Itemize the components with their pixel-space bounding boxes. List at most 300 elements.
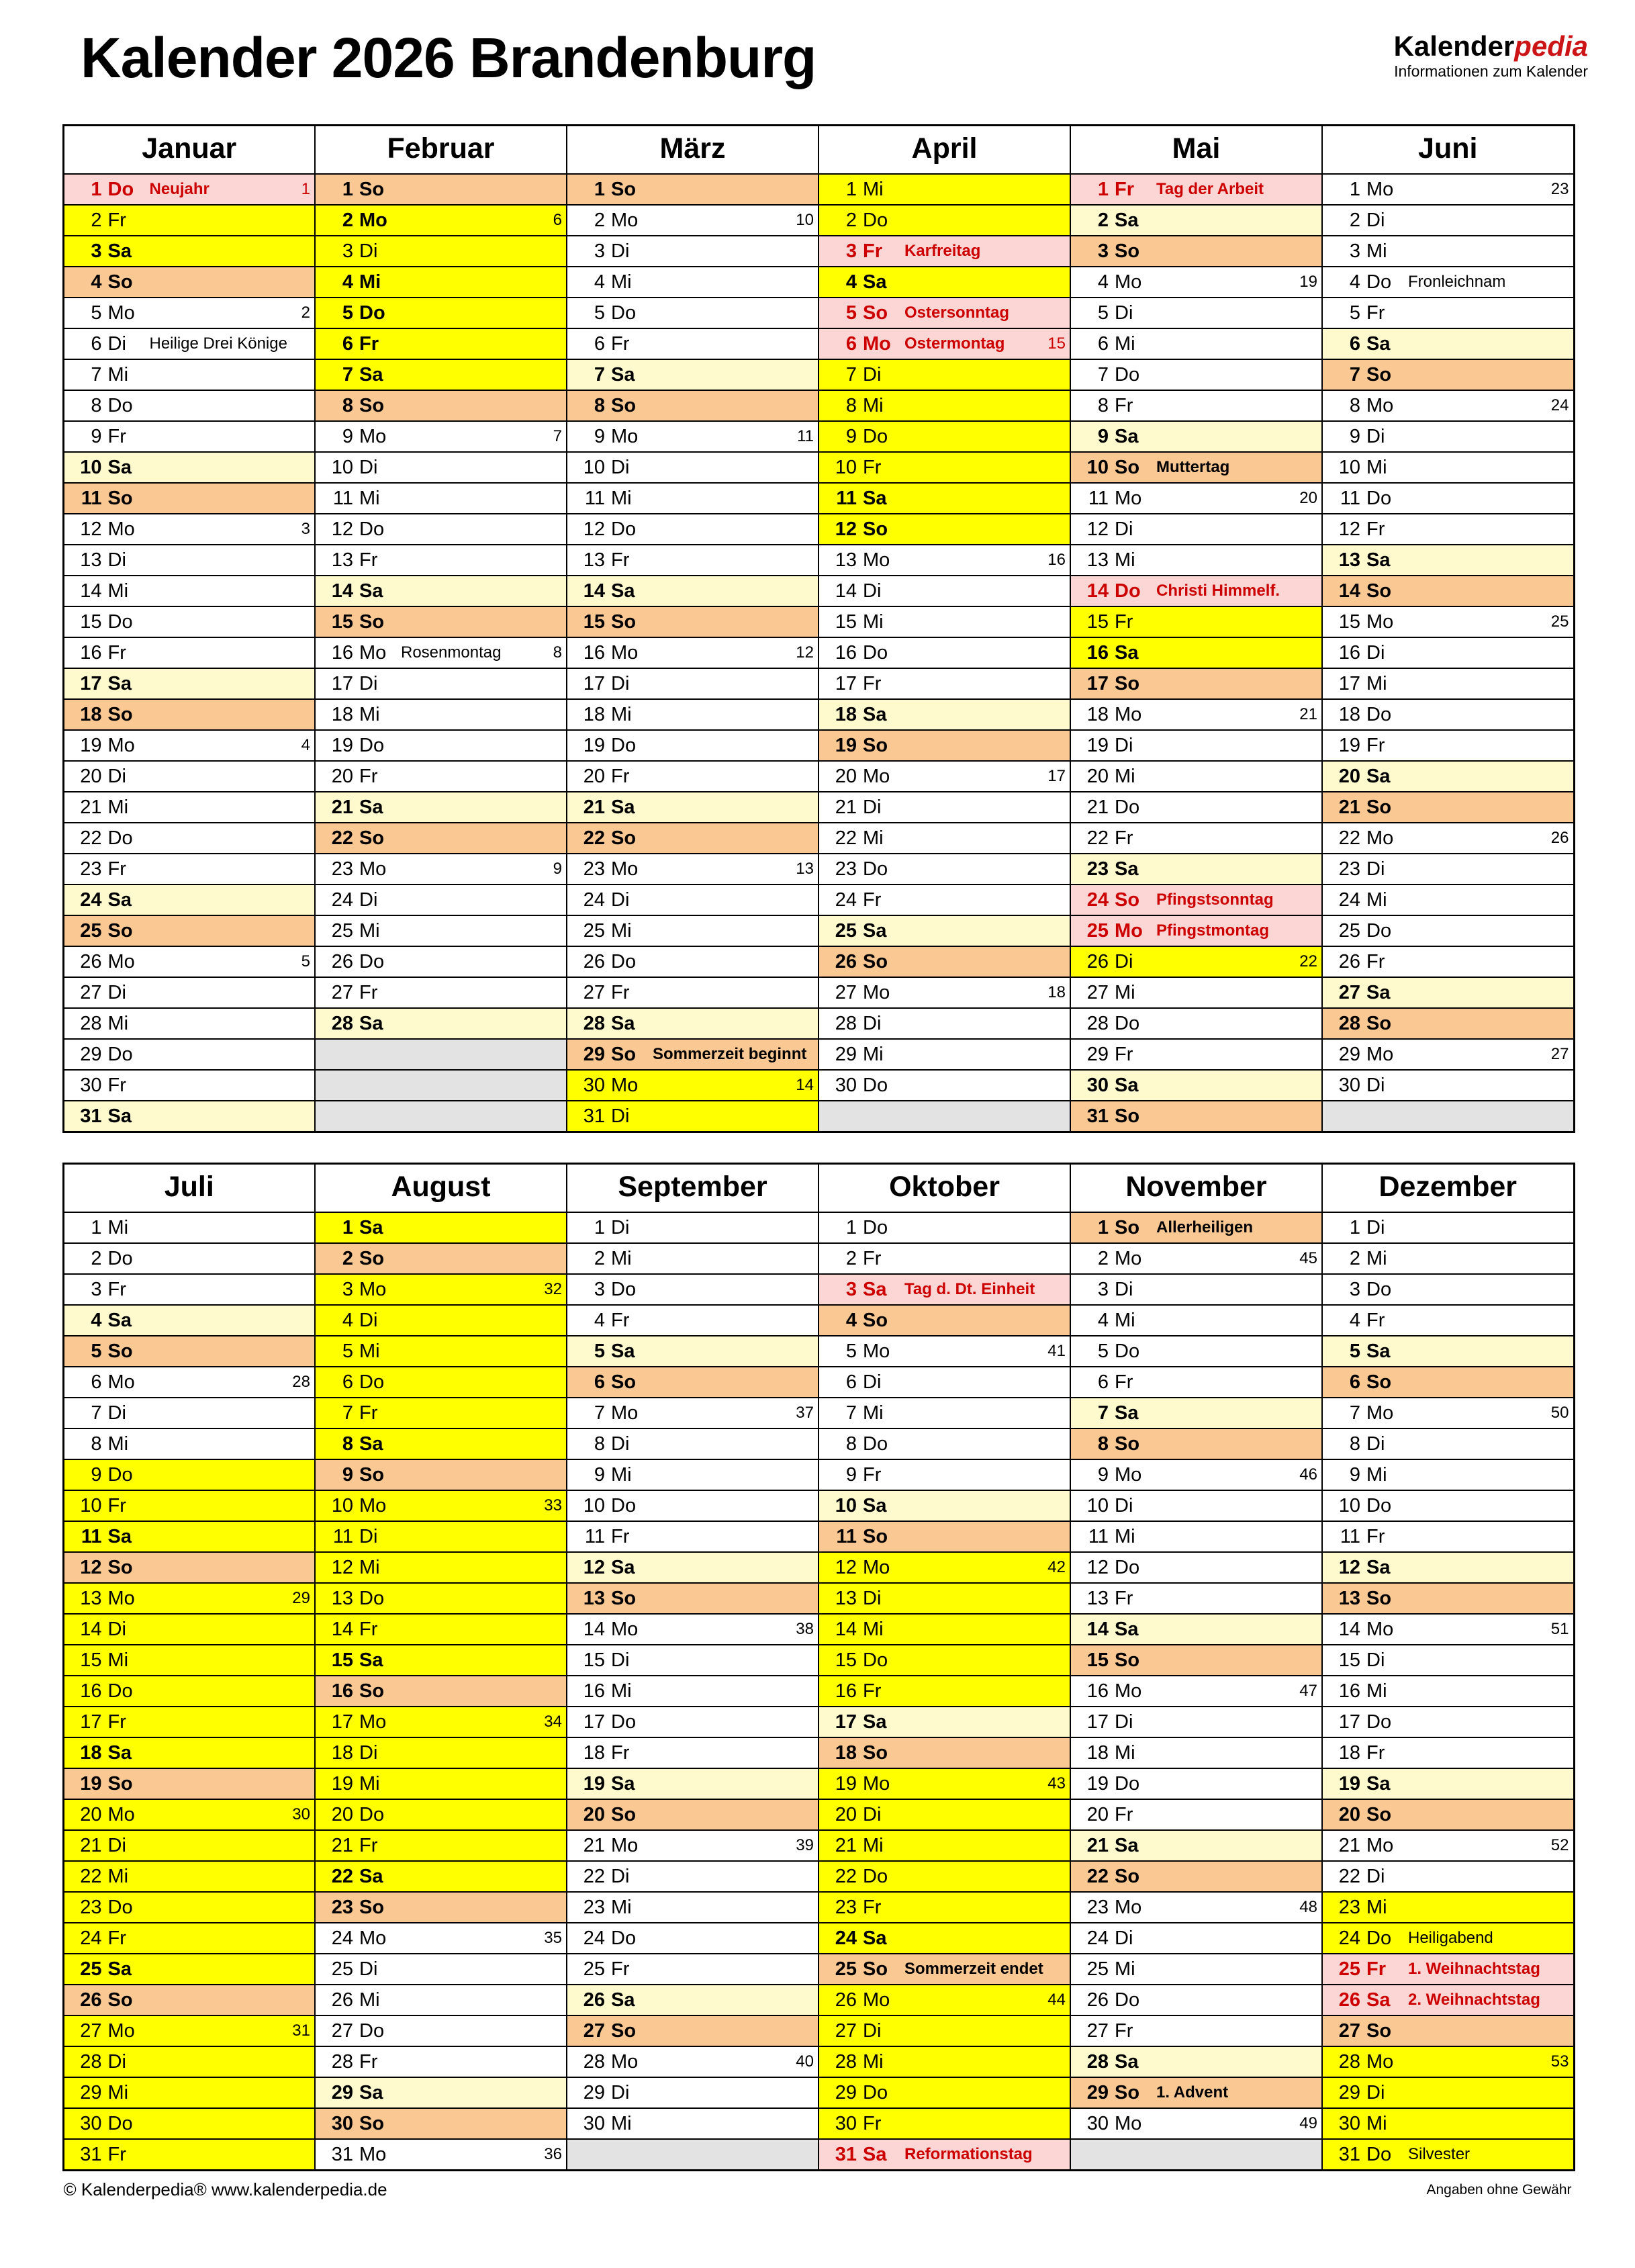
day-cell[interactable] [63, 1676, 315, 1707]
day-cell[interactable] [315, 1892, 567, 1923]
day-cell[interactable] [819, 1428, 1070, 1459]
day-cell[interactable] [1322, 205, 1574, 236]
day-cell[interactable] [819, 452, 1070, 483]
day-cell[interactable] [63, 1830, 315, 1861]
day-cell[interactable] [315, 2139, 567, 2171]
day-cell[interactable] [1322, 1212, 1574, 1243]
day-cell[interactable] [819, 2108, 1070, 2139]
day-cell[interactable] [819, 977, 1070, 1008]
day-cell[interactable] [1322, 545, 1574, 576]
day-cell[interactable] [63, 174, 315, 205]
day-cell[interactable] [1070, 946, 1322, 977]
day-cell[interactable] [1322, 267, 1574, 298]
day-cell[interactable] [63, 1459, 315, 1490]
day-cell[interactable] [315, 1398, 567, 1428]
day-cell[interactable] [1070, 1552, 1322, 1583]
day-cell[interactable] [315, 1768, 567, 1799]
day-cell[interactable] [819, 699, 1070, 730]
day-cell[interactable] [819, 606, 1070, 637]
day-cell[interactable] [567, 452, 819, 483]
day-cell[interactable] [315, 2015, 567, 2046]
day-cell[interactable] [315, 761, 567, 792]
day-cell[interactable] [1322, 637, 1574, 668]
day-cell[interactable] [315, 390, 567, 421]
day-cell[interactable] [63, 267, 315, 298]
day-cell[interactable] [1322, 915, 1574, 946]
day-cell[interactable] [1070, 1459, 1322, 1490]
day-cell[interactable] [63, 1101, 315, 1132]
day-cell[interactable] [567, 328, 819, 359]
day-cell[interactable] [819, 792, 1070, 823]
day-cell[interactable] [567, 1101, 819, 1132]
day-cell[interactable] [819, 1737, 1070, 1768]
day-cell[interactable] [567, 1552, 819, 1583]
day-cell[interactable] [63, 545, 315, 576]
day-cell[interactable] [819, 2046, 1070, 2077]
day-cell[interactable] [315, 1336, 567, 1367]
day-cell[interactable] [1070, 1985, 1322, 2015]
day-cell[interactable] [819, 205, 1070, 236]
day-cell[interactable] [567, 1614, 819, 1645]
day-cell[interactable] [63, 2015, 315, 2046]
day-cell[interactable] [1070, 1428, 1322, 1459]
day-cell[interactable] [315, 1861, 567, 1892]
day-cell[interactable] [567, 946, 819, 977]
day-cell[interactable] [1322, 1645, 1574, 1676]
day-cell[interactable] [1070, 637, 1322, 668]
day-cell[interactable] [819, 1707, 1070, 1737]
day-cell[interactable] [63, 1737, 315, 1768]
day-cell[interactable] [567, 1830, 819, 1861]
day-cell[interactable] [315, 2077, 567, 2108]
day-cell[interactable] [315, 730, 567, 761]
day-cell[interactable] [567, 1768, 819, 1799]
day-cell[interactable] [315, 1008, 567, 1039]
day-cell[interactable] [567, 915, 819, 946]
day-cell[interactable] [819, 1243, 1070, 1274]
day-cell[interactable] [315, 545, 567, 576]
day-cell[interactable] [819, 823, 1070, 854]
day-cell[interactable] [63, 1428, 315, 1459]
day-cell[interactable] [1070, 1008, 1322, 1039]
day-cell[interactable] [819, 1645, 1070, 1676]
day-cell[interactable] [1070, 298, 1322, 328]
day-cell[interactable] [1322, 1039, 1574, 1070]
day-cell[interactable] [315, 606, 567, 637]
day-cell[interactable] [819, 1830, 1070, 1861]
day-cell[interactable] [1070, 1799, 1322, 1830]
day-cell[interactable] [567, 2077, 819, 2108]
day-cell[interactable] [1322, 1336, 1574, 1367]
day-cell[interactable] [1322, 1490, 1574, 1521]
day-cell[interactable] [1322, 761, 1574, 792]
day-cell[interactable] [819, 761, 1070, 792]
day-cell[interactable] [1322, 236, 1574, 267]
day-cell[interactable] [567, 1070, 819, 1101]
day-cell[interactable] [63, 1954, 315, 1985]
day-cell[interactable] [1070, 761, 1322, 792]
day-cell[interactable] [63, 637, 315, 668]
day-cell[interactable] [1322, 668, 1574, 699]
day-cell[interactable] [1070, 390, 1322, 421]
day-cell[interactable] [1070, 205, 1322, 236]
day-cell[interactable] [63, 915, 315, 946]
day-cell[interactable] [567, 514, 819, 545]
day-cell[interactable] [567, 359, 819, 390]
day-cell[interactable] [1070, 2046, 1322, 2077]
day-cell[interactable] [567, 1274, 819, 1305]
day-cell[interactable] [567, 298, 819, 328]
day-cell[interactable] [1322, 730, 1574, 761]
day-cell[interactable] [567, 1645, 819, 1676]
day-cell[interactable] [567, 606, 819, 637]
day-cell[interactable] [63, 514, 315, 545]
day-cell[interactable] [63, 1212, 315, 1243]
day-cell[interactable] [1070, 2077, 1322, 2108]
day-cell[interactable] [315, 1676, 567, 1707]
day-cell[interactable] [63, 2108, 315, 2139]
day-cell[interactable] [63, 1070, 315, 1101]
day-cell[interactable] [567, 267, 819, 298]
day-cell[interactable] [1070, 915, 1322, 946]
day-cell[interactable] [63, 359, 315, 390]
day-cell[interactable] [567, 1799, 819, 1830]
day-cell[interactable] [315, 1428, 567, 1459]
day-cell[interactable] [567, 1398, 819, 1428]
day-cell[interactable] [63, 1243, 315, 1274]
day-cell[interactable] [63, 1768, 315, 1799]
day-cell[interactable] [1322, 1008, 1574, 1039]
day-cell[interactable] [1322, 854, 1574, 884]
day-cell[interactable] [567, 1305, 819, 1336]
day-cell[interactable] [819, 1552, 1070, 1583]
day-cell[interactable] [315, 699, 567, 730]
day-cell[interactable] [1322, 1070, 1574, 1101]
day-cell[interactable] [819, 1039, 1070, 1070]
day-cell[interactable] [315, 823, 567, 854]
day-cell[interactable] [315, 576, 567, 606]
day-cell[interactable] [63, 328, 315, 359]
day-cell[interactable] [1070, 1583, 1322, 1614]
day-cell[interactable] [315, 1985, 567, 2015]
day-cell[interactable] [1070, 236, 1322, 267]
day-cell[interactable] [1070, 1305, 1322, 1336]
day-cell[interactable] [567, 854, 819, 884]
day-cell[interactable] [567, 2046, 819, 2077]
day-cell[interactable] [567, 1243, 819, 1274]
day-cell[interactable] [819, 514, 1070, 545]
day-cell[interactable] [819, 236, 1070, 267]
day-cell[interactable] [819, 1861, 1070, 1892]
day-cell[interactable] [567, 1008, 819, 1039]
day-cell[interactable] [1070, 1490, 1322, 1521]
day-cell[interactable] [315, 884, 567, 915]
day-cell[interactable] [819, 421, 1070, 452]
day-cell[interactable] [63, 1039, 315, 1070]
day-cell[interactable] [315, 1923, 567, 1954]
day-cell[interactable] [1070, 1521, 1322, 1552]
day-cell[interactable] [63, 1490, 315, 1521]
day-cell[interactable] [819, 637, 1070, 668]
day-cell[interactable] [315, 236, 567, 267]
day-cell[interactable] [567, 1954, 819, 1985]
day-cell[interactable] [819, 576, 1070, 606]
day-cell[interactable] [1070, 174, 1322, 205]
day-cell[interactable] [315, 1737, 567, 1768]
day-cell[interactable] [567, 421, 819, 452]
day-cell[interactable] [1322, 699, 1574, 730]
day-cell[interactable] [315, 915, 567, 946]
day-cell[interactable] [1070, 1923, 1322, 1954]
day-cell[interactable] [567, 1737, 819, 1768]
day-cell[interactable] [315, 668, 567, 699]
day-cell[interactable] [63, 854, 315, 884]
day-cell[interactable] [819, 1490, 1070, 1521]
day-cell[interactable] [1070, 1039, 1322, 1070]
day-cell[interactable] [819, 1070, 1070, 1101]
day-cell[interactable] [1322, 1861, 1574, 1892]
day-cell[interactable] [1070, 792, 1322, 823]
day-cell[interactable] [567, 792, 819, 823]
day-cell[interactable] [63, 1892, 315, 1923]
day-cell[interactable] [63, 452, 315, 483]
day-cell[interactable] [63, 668, 315, 699]
day-cell[interactable] [819, 668, 1070, 699]
day-cell[interactable] [1322, 2077, 1574, 2108]
day-cell[interactable] [315, 1799, 567, 1830]
day-cell[interactable] [1322, 483, 1574, 514]
day-cell[interactable] [819, 1305, 1070, 1336]
day-cell[interactable] [567, 1861, 819, 1892]
day-cell[interactable] [1070, 1768, 1322, 1799]
day-cell[interactable] [1322, 452, 1574, 483]
day-cell[interactable] [819, 483, 1070, 514]
day-cell[interactable] [1322, 328, 1574, 359]
day-cell[interactable] [567, 977, 819, 1008]
day-cell[interactable] [819, 1212, 1070, 1243]
day-cell[interactable] [1322, 1707, 1574, 1737]
day-cell[interactable] [567, 884, 819, 915]
day-cell[interactable] [567, 174, 819, 205]
day-cell[interactable] [567, 205, 819, 236]
day-cell[interactable] [63, 205, 315, 236]
day-cell[interactable] [1322, 421, 1574, 452]
day-cell[interactable] [567, 761, 819, 792]
day-cell[interactable] [819, 1768, 1070, 1799]
day-cell[interactable] [1322, 1521, 1574, 1552]
day-cell[interactable] [819, 359, 1070, 390]
day-cell[interactable] [567, 2015, 819, 2046]
day-cell[interactable] [567, 483, 819, 514]
day-cell[interactable] [819, 884, 1070, 915]
day-cell[interactable] [1070, 823, 1322, 854]
day-cell[interactable] [819, 1923, 1070, 1954]
day-cell[interactable] [315, 298, 567, 328]
day-cell[interactable] [1070, 1676, 1322, 1707]
day-cell[interactable] [1070, 606, 1322, 637]
day-cell[interactable] [1322, 1954, 1574, 1985]
day-cell[interactable] [63, 1552, 315, 1583]
day-cell[interactable] [567, 1676, 819, 1707]
day-cell[interactable] [315, 421, 567, 452]
day-cell[interactable] [819, 1614, 1070, 1645]
day-cell[interactable] [567, 545, 819, 576]
day-cell[interactable] [1070, 452, 1322, 483]
day-cell[interactable] [1322, 359, 1574, 390]
day-cell[interactable] [567, 1521, 819, 1552]
day-cell[interactable] [315, 267, 567, 298]
day-cell[interactable] [1322, 977, 1574, 1008]
day-cell[interactable] [1070, 1212, 1322, 1243]
day-cell[interactable] [567, 576, 819, 606]
day-cell[interactable] [1070, 1274, 1322, 1305]
day-cell[interactable] [567, 2108, 819, 2139]
day-cell[interactable] [1322, 884, 1574, 915]
day-cell[interactable] [1070, 359, 1322, 390]
day-cell[interactable] [567, 1039, 819, 1070]
day-cell[interactable] [1322, 1274, 1574, 1305]
day-cell[interactable] [315, 359, 567, 390]
day-cell[interactable] [1070, 483, 1322, 514]
day-cell[interactable] [567, 1336, 819, 1367]
day-cell[interactable] [63, 946, 315, 977]
day-cell[interactable] [819, 1336, 1070, 1367]
day-cell[interactable] [63, 1008, 315, 1039]
day-cell[interactable] [63, 1799, 315, 1830]
day-cell[interactable] [315, 1645, 567, 1676]
day-cell[interactable] [1070, 1707, 1322, 1737]
day-cell[interactable] [63, 977, 315, 1008]
day-cell[interactable] [1322, 823, 1574, 854]
day-cell[interactable] [1322, 390, 1574, 421]
day-cell[interactable] [63, 421, 315, 452]
day-cell[interactable] [315, 1459, 567, 1490]
day-cell[interactable] [315, 1305, 567, 1336]
day-cell[interactable] [1070, 668, 1322, 699]
day-cell[interactable] [315, 1552, 567, 1583]
day-cell[interactable] [315, 328, 567, 359]
day-cell[interactable] [63, 2046, 315, 2077]
day-cell[interactable] [315, 792, 567, 823]
day-cell[interactable] [567, 1707, 819, 1737]
day-cell[interactable] [567, 637, 819, 668]
day-cell[interactable] [1322, 2139, 1574, 2171]
day-cell[interactable] [567, 699, 819, 730]
day-cell[interactable] [819, 946, 1070, 977]
day-cell[interactable] [1322, 174, 1574, 205]
day-cell[interactable] [819, 174, 1070, 205]
day-cell[interactable] [1070, 1614, 1322, 1645]
day-cell[interactable] [63, 298, 315, 328]
day-cell[interactable] [315, 174, 567, 205]
day-cell[interactable] [1322, 792, 1574, 823]
day-cell[interactable] [819, 1521, 1070, 1552]
day-cell[interactable] [819, 1985, 1070, 2015]
day-cell[interactable] [567, 1923, 819, 1954]
day-cell[interactable] [1070, 854, 1322, 884]
day-cell[interactable] [315, 1274, 567, 1305]
day-cell[interactable] [63, 606, 315, 637]
day-cell[interactable] [315, 514, 567, 545]
day-cell[interactable] [315, 2046, 567, 2077]
day-cell[interactable] [1070, 1398, 1322, 1428]
day-cell[interactable] [63, 1521, 315, 1552]
day-cell[interactable] [1322, 1830, 1574, 1861]
day-cell[interactable] [819, 730, 1070, 761]
day-cell[interactable] [63, 730, 315, 761]
day-cell[interactable] [63, 576, 315, 606]
day-cell[interactable] [1070, 977, 1322, 1008]
day-cell[interactable] [819, 1367, 1070, 1398]
day-cell[interactable] [1322, 1367, 1574, 1398]
day-cell[interactable] [63, 1985, 315, 2015]
day-cell[interactable] [819, 1954, 1070, 1985]
day-cell[interactable] [567, 236, 819, 267]
day-cell[interactable] [1070, 730, 1322, 761]
day-cell[interactable] [1322, 1552, 1574, 1583]
day-cell[interactable] [1070, 267, 1322, 298]
day-cell[interactable] [1322, 2015, 1574, 2046]
day-cell[interactable] [567, 823, 819, 854]
day-cell[interactable] [567, 1985, 819, 2015]
day-cell[interactable] [315, 452, 567, 483]
day-cell[interactable] [63, 1861, 315, 1892]
day-cell[interactable] [315, 205, 567, 236]
day-cell[interactable] [567, 1428, 819, 1459]
day-cell[interactable] [1322, 946, 1574, 977]
day-cell[interactable] [1322, 1892, 1574, 1923]
day-cell[interactable] [1322, 2108, 1574, 2139]
day-cell[interactable] [819, 1676, 1070, 1707]
day-cell[interactable] [567, 1367, 819, 1398]
day-cell[interactable] [1070, 1830, 1322, 1861]
day-cell[interactable] [567, 1459, 819, 1490]
day-cell[interactable] [1070, 884, 1322, 915]
day-cell[interactable] [819, 2077, 1070, 2108]
day-cell[interactable] [819, 298, 1070, 328]
day-cell[interactable] [567, 668, 819, 699]
day-cell[interactable] [1322, 576, 1574, 606]
day-cell[interactable] [315, 2108, 567, 2139]
day-cell[interactable] [1070, 514, 1322, 545]
day-cell[interactable] [63, 1336, 315, 1367]
day-cell[interactable] [315, 1243, 567, 1274]
day-cell[interactable] [315, 977, 567, 1008]
day-cell[interactable] [567, 1892, 819, 1923]
day-cell[interactable] [63, 792, 315, 823]
day-cell[interactable] [315, 854, 567, 884]
day-cell[interactable] [63, 1707, 315, 1737]
day-cell[interactable] [315, 1614, 567, 1645]
day-cell[interactable] [63, 1305, 315, 1336]
day-cell[interactable] [1070, 1101, 1322, 1132]
day-cell[interactable] [315, 1954, 567, 1985]
day-cell[interactable] [63, 236, 315, 267]
day-cell[interactable] [567, 1490, 819, 1521]
day-cell[interactable] [567, 1583, 819, 1614]
day-cell[interactable] [1070, 1645, 1322, 1676]
day-cell[interactable] [819, 2015, 1070, 2046]
day-cell[interactable] [1070, 421, 1322, 452]
day-cell[interactable] [63, 1583, 315, 1614]
day-cell[interactable] [315, 483, 567, 514]
day-cell[interactable] [819, 1008, 1070, 1039]
day-cell[interactable] [63, 1367, 315, 1398]
day-cell[interactable] [1070, 699, 1322, 730]
day-cell[interactable] [567, 730, 819, 761]
day-cell[interactable] [819, 390, 1070, 421]
day-cell[interactable] [1322, 1243, 1574, 1274]
